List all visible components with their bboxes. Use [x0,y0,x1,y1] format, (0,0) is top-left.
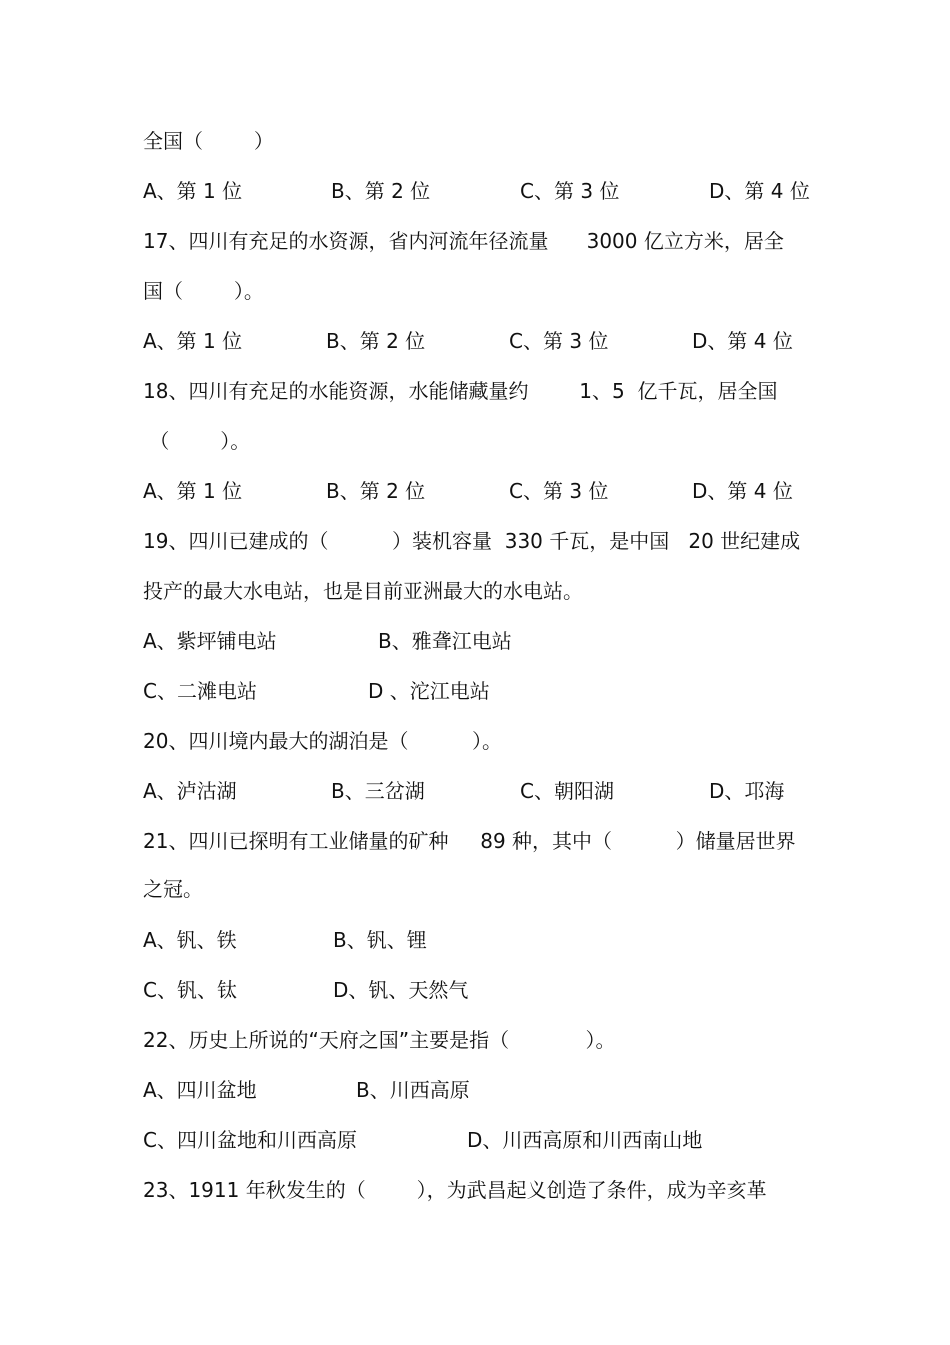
q20-text: 20、四川境内最大的湖泊是（ ）。 [143,729,503,753]
q18-text-cont: （ ）。 [143,429,251,453]
q17-text: 17、四川有充足的水资源，省内河流年径流量 3000 亿立方米，居全 [143,229,784,253]
q19-option-a: A、紫坪铺电站 [143,629,277,653]
q16-option-d: D、第 4 位 [709,179,810,203]
q21-text-cont: 之冠。 [143,877,203,901]
q16-option-c: C、第 3 位 [520,179,620,203]
q21-option-a: A、钒、铁 [143,928,237,952]
q19-text-cont: 投产的最大水电站，也是目前亚洲最大的水电站。 [143,579,583,603]
q18-option-a: A、第 1 位 [143,479,243,503]
q21-option-d: D、钒、天然气 [333,978,469,1002]
q17-option-d: D、第 4 位 [692,329,793,353]
q17-option-b: B、第 2 位 [326,329,426,353]
q16-option-a: A、第 1 位 [143,179,243,203]
q19-option-b: B、雅聋江电站 [378,629,512,653]
q22-option-c: C、四川盆地和川西高原 [143,1128,357,1152]
q18-option-c: C、第 3 位 [509,479,609,503]
q21-option-c: C、钒、钛 [143,978,237,1002]
q19-text: 19、四川已建成的（ ）装机容量 330 千瓦，是中国 20 世纪建成 [143,529,801,553]
q22-option-a: A、四川盆地 [143,1078,257,1102]
q17-text-cont: 国（ ）。 [143,279,264,303]
q17-option-a: A、第 1 位 [143,329,243,353]
q18-option-d: D、第 4 位 [692,479,793,503]
q21-text: 21、四川已探明有工业储量的矿种 89 种，其中（ ）储量居世界 [143,829,796,853]
q18-option-b: B、第 2 位 [326,479,426,503]
q19-option-d: D 、沱江电站 [368,679,490,703]
q19-option-c: C、二滩电站 [143,679,257,703]
q21-option-b: B、钒、锂 [333,928,427,952]
q18-text: 18、四川有充足的水能资源，水能储藏量约 1、5 亿千瓦，居全国 [143,379,778,403]
q20-option-d: D、邛海 [709,779,785,803]
q23-text: 23、1911 年秋发生的（ ），为武昌起义创造了条件，成为辛亥革 [143,1178,767,1202]
q22-text: 22、历史上所说的“天府之国”主要是指（ ）。 [143,1028,616,1052]
q22-option-d: D、川西高原和川西南山地 [467,1128,703,1152]
q22-option-b: B、川西高原 [356,1078,470,1102]
q17-option-c: C、第 3 位 [509,329,609,353]
q20-option-c: C、朝阳湖 [520,779,614,803]
q20-option-a: A、泸沽湖 [143,779,237,803]
q16-option-b: B、第 2 位 [331,179,431,203]
q20-option-b: B、三岔湖 [331,779,425,803]
q16-continuation: 全国（ ） [143,129,274,153]
